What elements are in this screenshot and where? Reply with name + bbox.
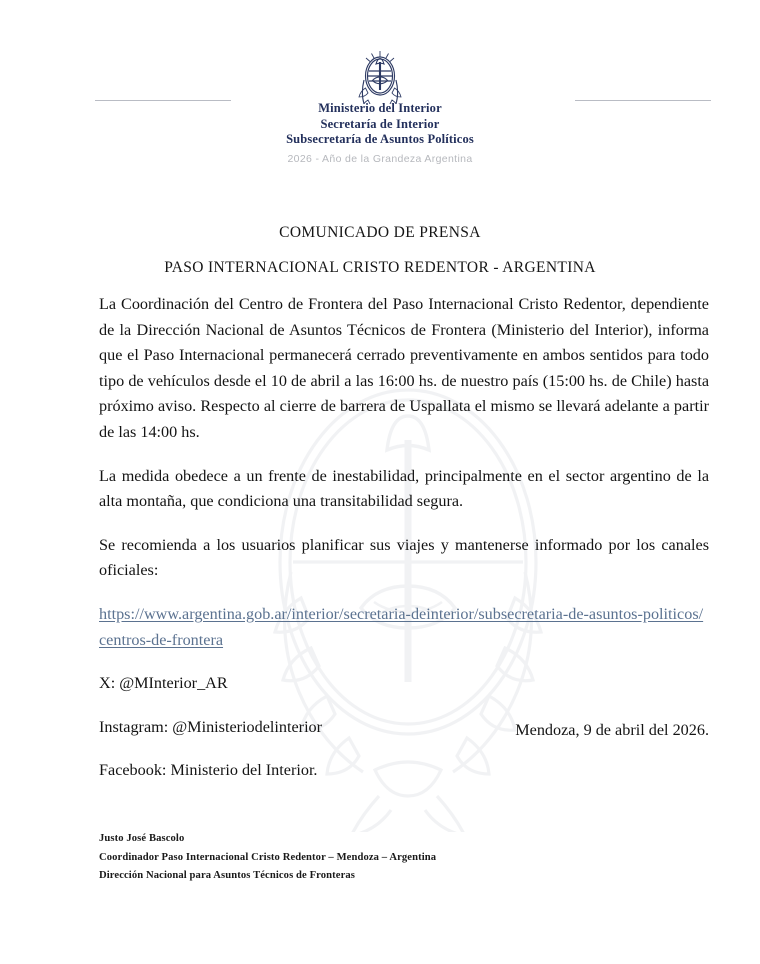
page-subtitle: PASO INTERNACIONAL CRISTO REDENTOR - ARGENTINA (164, 259, 596, 276)
signatory-name: Justo José Bascolo (99, 833, 185, 844)
social-instagram-handle: Instagram: @Ministeriodelinterior (99, 717, 323, 736)
dateline: Mendoza, 9 de abril del 2026. (515, 721, 709, 739)
paragraph-closure-notice: La Coordinación del Centro de Frontera del Paso Internacional Cristo Redentor, dependiente de la Dirección Nacional de Asuntos Técnicos de Frontera (Ministerio del Interior), informa que el Paso Internacional permanecerá cerrado preventivamente en ambos sentidos para todo tipo de vehículos desde el 10 de abril a las 16:00 hs. de nuestro país (15:00 hs. de Chile) hasta próximo aviso. Respecto al cierre de barrera de Uspallata el mismo se llevará adelante a partir de las 14:00 hs. (99, 295, 709, 441)
signature-block (99, 830, 709, 886)
page-title: COMUNICADO DE PRENSA (279, 224, 481, 241)
ministry-line-1: Ministerio del Interior (318, 101, 442, 115)
ministry-line-3: Subsecretaría de Asuntos Políticos (286, 132, 474, 147)
signatory-office: Dirección Nacional para Asuntos Técnicos de Fronteras (99, 870, 356, 881)
social-x-handle: X: @MInterior_AR (99, 674, 228, 693)
paragraph-reason: La medida obedece a un frente de inestabilidad, principalmente en el sector argentino de la alta montaña, que condiciona una transitabilidad segura. (99, 466, 709, 511)
ministry-line-2: Secretaría de Interior (320, 116, 440, 131)
argentina-coat-of-arms-icon (353, 42, 407, 104)
ministry-heading (0, 101, 760, 148)
paragraph-recommendation: Se recomienda a los usuarios planificar sus viajes y mantenerse informado por los canales oficiales: (99, 535, 709, 580)
social-facebook-handle: Facebook: Ministerio del Interior. (99, 761, 318, 780)
official-channel-link[interactable] (99, 602, 709, 653)
signatory-role: Coordinador Paso Internacional Cristo Redentor – Mendoza – Argentina (99, 851, 437, 863)
official-channel-url-text[interactable]: https://www.argentina.gob.ar/interior/secretaria-deinterior/subsecretaria-de-asuntos-politicos/centros-de-frontera (99, 604, 704, 649)
year-tagline: 2026 - Año de la Grandeza Argentina (287, 153, 473, 165)
